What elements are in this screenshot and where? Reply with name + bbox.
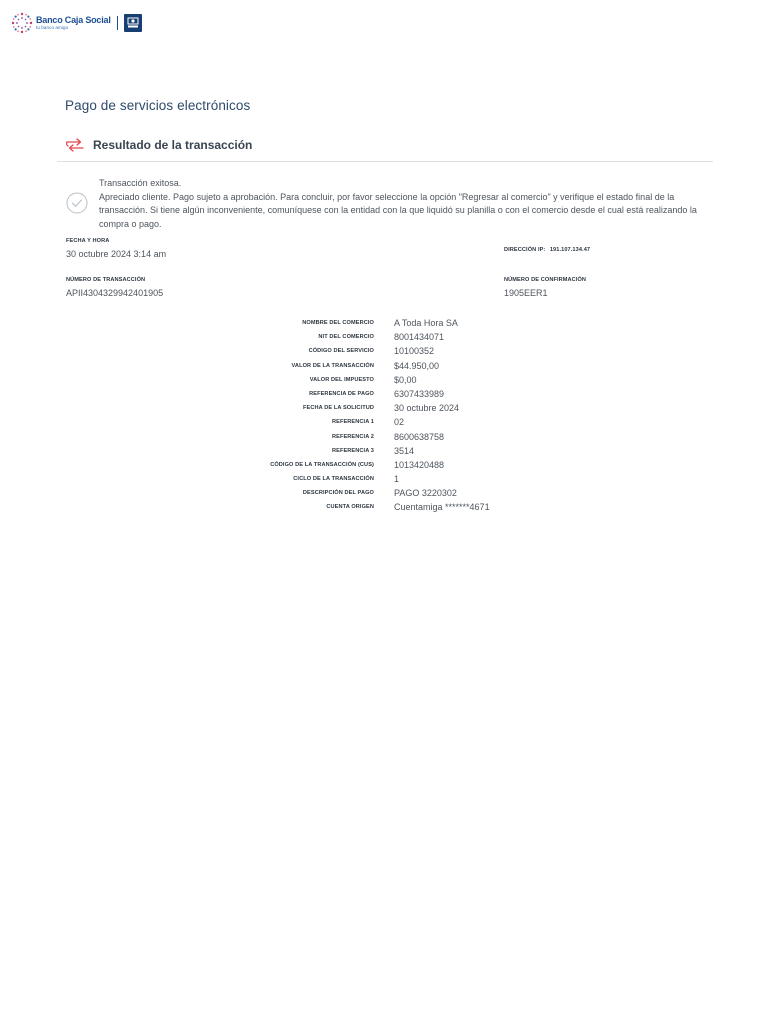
brand-name: Banco Caja Social [36,14,111,25]
detail-row-payment-reference [0,388,768,402]
summary-ip [504,238,590,256]
detail-value: 1 [394,474,400,485]
detail-label: VALOR DE LA TRANSACCIÓN [291,362,374,369]
detail-value: 1013420488 [394,459,445,470]
detail-value: 6307433989 [394,388,445,399]
detail-value: 10100352 [394,346,435,357]
detail-value: $0,00 [394,374,417,385]
status-text [99,177,704,232]
detail-value: PAGO 3220302 [394,488,457,499]
detail-row-cus-code [0,459,768,473]
header-logo [11,11,142,35]
detail-row-merchant-nit [0,331,768,345]
status-message: Apreciado cliente. Pago sujeto a aprobación. Para concluir, por favor seleccione la opción "Regresar al comercio" y verifique el estado final de la transacción. Si tiene algún inconveniente, comuníquese con la entidad con la que liquidó su planilla o con el comercio desde el cual está realizando la compra o pago. [99,191,697,230]
detail-value: 8600638758 [394,431,445,442]
detail-row-reference-2 [0,431,768,445]
transaction-number-label: NÚMERO DE TRANSACCIÓN [66,277,146,283]
summary-confirmation-number [504,277,586,299]
detail-row-service-code [0,345,768,359]
confirmation-number-value: 1905EER1 [504,288,548,298]
detail-row-transaction-cycle [0,473,768,487]
brand-logo-icon [11,12,33,34]
section-header [57,134,713,162]
detail-row-request-date [0,402,768,416]
transaction-details [0,317,768,516]
logo-divider [117,16,118,30]
ip-label: DIRECCIÓN IP: [504,247,546,253]
detail-row-reference-3 [0,445,768,459]
detail-value: A Toda Hora SA [394,318,458,328]
detail-value: 8001434071 [394,332,445,343]
section-title: Resultado de la transacción [93,138,253,152]
ip-value: 191.107.134.47 [549,247,591,253]
detail-label: CÓDIGO DE LA TRANSACCIÓN (CUS) [270,461,374,468]
brand-tagline: tu banco amigo [36,24,69,30]
detail-value: Cuentamiga *******4671 [394,502,490,513]
exchange-arrows-icon [65,136,85,154]
detail-row-transaction-amount [0,360,768,374]
transaction-number-value: APII4304329942401905 [66,288,164,298]
detail-label: REFERENCIA DE PAGO [309,390,374,397]
detail-label: NOMBRE DEL COMERCIO [302,320,374,326]
detail-label: CUENTA ORIGEN [326,504,374,511]
detail-row-reference-1 [0,416,768,430]
detail-row-tax-amount [0,374,768,388]
detail-label: DESCRIPCIÓN DEL PAGO [302,490,374,497]
page-title: Pago de servicios electrónicos [65,98,251,113]
detail-label: CÓDIGO DEL SERVICIO [308,348,374,355]
detail-row-payment-description [0,487,768,501]
confirmation-number-label: NÚMERO DE CONFIRMACIÓN [504,277,587,283]
detail-label: REFERENCIA 2 [331,433,374,440]
check-circle-icon [66,192,88,214]
detail-value: 3514 [394,445,415,456]
date-label: FECHA Y HORA [66,238,110,244]
detail-label: REFERENCIA 3 [331,447,374,454]
detail-label: FECHA DE LA SOLICITUD [303,405,374,412]
detail-value: $44.950,00 [394,360,440,371]
detail-label: VALOR DEL IMPUESTO [309,376,374,383]
summary-transaction-number [66,277,163,299]
detail-value: 02 [394,417,405,428]
brand-wordmark [36,16,111,31]
date-value: 30 octubre 2024 3:14 am [66,249,167,259]
detail-row-source-account [0,501,768,515]
detail-label: NIT DEL COMERCIO [318,334,374,341]
detail-label: CICLO DE LA TRANSACCIÓN [293,476,374,483]
summary-date [66,238,166,260]
detail-label: REFERENCIA 1 [331,419,374,426]
detail-value: 30 octubre 2024 [394,403,460,414]
status-title: Transacción exitosa. [99,178,182,188]
partner-logo-icon [124,14,142,32]
detail-row-merchant-name [0,317,768,331]
